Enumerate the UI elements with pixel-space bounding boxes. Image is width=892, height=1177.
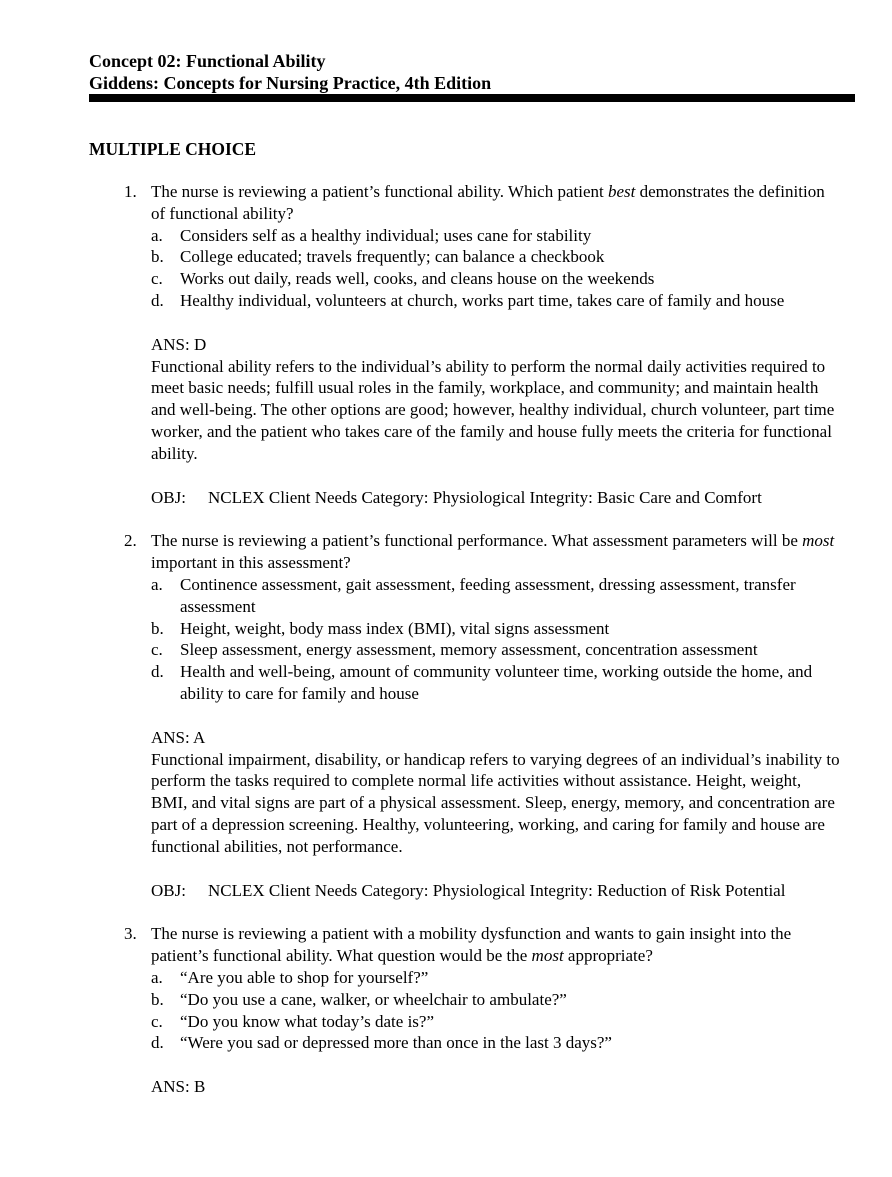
- option-b: [151, 246, 820, 268]
- option-text: “Do you use a cane, walker, or wheelchair to ambulate?”: [180, 989, 567, 1009]
- option-a: [151, 967, 820, 989]
- option-text: Considers self as a healthy individual; uses cane for stability: [180, 225, 592, 245]
- rationale-text: Functional impairment, disability, or handicap refers to varying degrees of an individual’s inability to perform the tasks required to complete normal life activities without assistance. Height, weight, BMI, and vital signs are part of a physical assessment. Sleep, energy, memory, and concentration are part of a depression screening. Healthy, volunteering, working, and caring for family and house are functional abilities, not performance.: [151, 749, 840, 856]
- option-c: [151, 1011, 820, 1033]
- question-stem: [151, 530, 841, 574]
- option-d: [151, 290, 820, 312]
- option-text: Works out daily, reads well, cooks, and cleans house on the weekends: [180, 269, 655, 289]
- option-text: “Were you sad or depressed more than once in the last 3 days?”: [180, 1033, 612, 1053]
- option-text: Health and well-being, amount of community volunteer time, working outside the home, and ability to care for family and house: [180, 662, 813, 703]
- option-text: Sleep assessment, energy assessment, memory assessment, concentration assessment: [180, 640, 758, 660]
- question-2: [89, 530, 855, 901]
- question-1: [89, 181, 855, 508]
- stem-text: appropriate?: [563, 946, 653, 966]
- objective-label: OBJ:: [151, 487, 186, 507]
- document-header: [89, 50, 855, 94]
- section-title: MULTIPLE CHOICE: [89, 139, 257, 159]
- stem-text: important in this assessment?: [151, 553, 351, 573]
- stem-text: The nurse is reviewing a patient’s functional performance. What assessment parameters will be: [151, 531, 803, 551]
- answer-block: [151, 1076, 841, 1098]
- option-letter: d.: [151, 1033, 164, 1053]
- objective-line: [151, 487, 855, 509]
- option-letter: d.: [151, 290, 164, 310]
- rationale-text: Functional ability refers to the individual’s ability to perform the normal daily activities required to meet basic needs; fulfill usual roles in the family, workplace, and community; and maintain health and well-being. The other options are good; however, healthy individual, church volunteer, part time worker, and the patient who takes care of the family and house fully meets the criteria for functional ability.: [151, 356, 835, 463]
- option-text: Continence assessment, gait assessment, feeding assessment, dressing assessment, transfer assessment: [180, 574, 796, 616]
- objective-label: OBJ:: [151, 880, 186, 900]
- option-text: “Are you able to shop for yourself?”: [180, 967, 429, 987]
- question-stem: [151, 923, 841, 967]
- option-letter: b.: [151, 989, 164, 1009]
- answer-key: ANS: B: [151, 1077, 206, 1097]
- option-letter: c.: [151, 640, 163, 660]
- option-text: Healthy individual, volunteers at church, works part time, takes care of family and house: [180, 290, 785, 310]
- stem-text: demonstrates the definition of functional ability?: [151, 182, 825, 223]
- objective-text: NCLEX Client Needs Category: Physiological Integrity: Reduction of Risk Potential: [208, 880, 786, 900]
- stem-emphasis: best: [607, 182, 636, 201]
- option-a: [151, 225, 820, 247]
- option-letter: c.: [151, 1011, 163, 1031]
- question-number: 3.: [124, 924, 137, 944]
- question-number: 1.: [124, 182, 137, 201]
- option-d: [151, 661, 820, 705]
- stem-text: The nurse is reviewing a patient with a mobility dysfunction and wants to gain insight into the patient’s functional ability. What question would be the: [151, 924, 792, 966]
- stem-emphasis: most: [802, 531, 835, 551]
- option-a: [151, 574, 820, 618]
- option-text: “Do you know what today’s date is?”: [180, 1011, 434, 1031]
- option-letter: a.: [151, 574, 163, 594]
- option-letter: b.: [151, 247, 164, 267]
- option-d: [151, 1032, 820, 1054]
- option-letter: a.: [151, 967, 163, 987]
- option-letter: a.: [151, 225, 163, 245]
- question-3: [89, 923, 855, 1098]
- question-stem: [151, 181, 841, 225]
- option-b: [151, 618, 820, 640]
- answer-options: [151, 225, 855, 312]
- option-letter: d.: [151, 662, 164, 682]
- question-number: 2.: [124, 531, 137, 551]
- answer-key: ANS: D: [151, 334, 207, 354]
- concept-title: Concept 02: Functional Ability: [89, 51, 326, 71]
- objective-line: [151, 880, 855, 902]
- answer-block: [151, 334, 841, 465]
- answer-key: ANS: A: [151, 727, 206, 747]
- option-text: College educated; travels frequently; can balance a checkbook: [180, 247, 605, 267]
- option-c: [151, 639, 820, 661]
- option-text: Height, weight, body mass index (BMI), vital signs assessment: [180, 618, 610, 638]
- option-c: [151, 268, 820, 290]
- answer-options: [151, 967, 855, 1054]
- option-b: [151, 989, 820, 1011]
- answer-block: [151, 727, 841, 858]
- book-title: Giddens: Concepts for Nursing Practice, 4th Edition: [89, 73, 492, 93]
- option-letter: c.: [151, 269, 163, 289]
- stem-emphasis: most: [531, 946, 564, 966]
- question-list: [89, 181, 855, 1098]
- answer-options: [151, 574, 855, 705]
- option-letter: b.: [151, 618, 164, 638]
- header-rule: [89, 94, 855, 102]
- objective-text: NCLEX Client Needs Category: Physiological Integrity: Basic Care and Comfort: [208, 487, 762, 507]
- stem-text: The nurse is reviewing a patient’s functional ability. Which patient: [151, 182, 608, 201]
